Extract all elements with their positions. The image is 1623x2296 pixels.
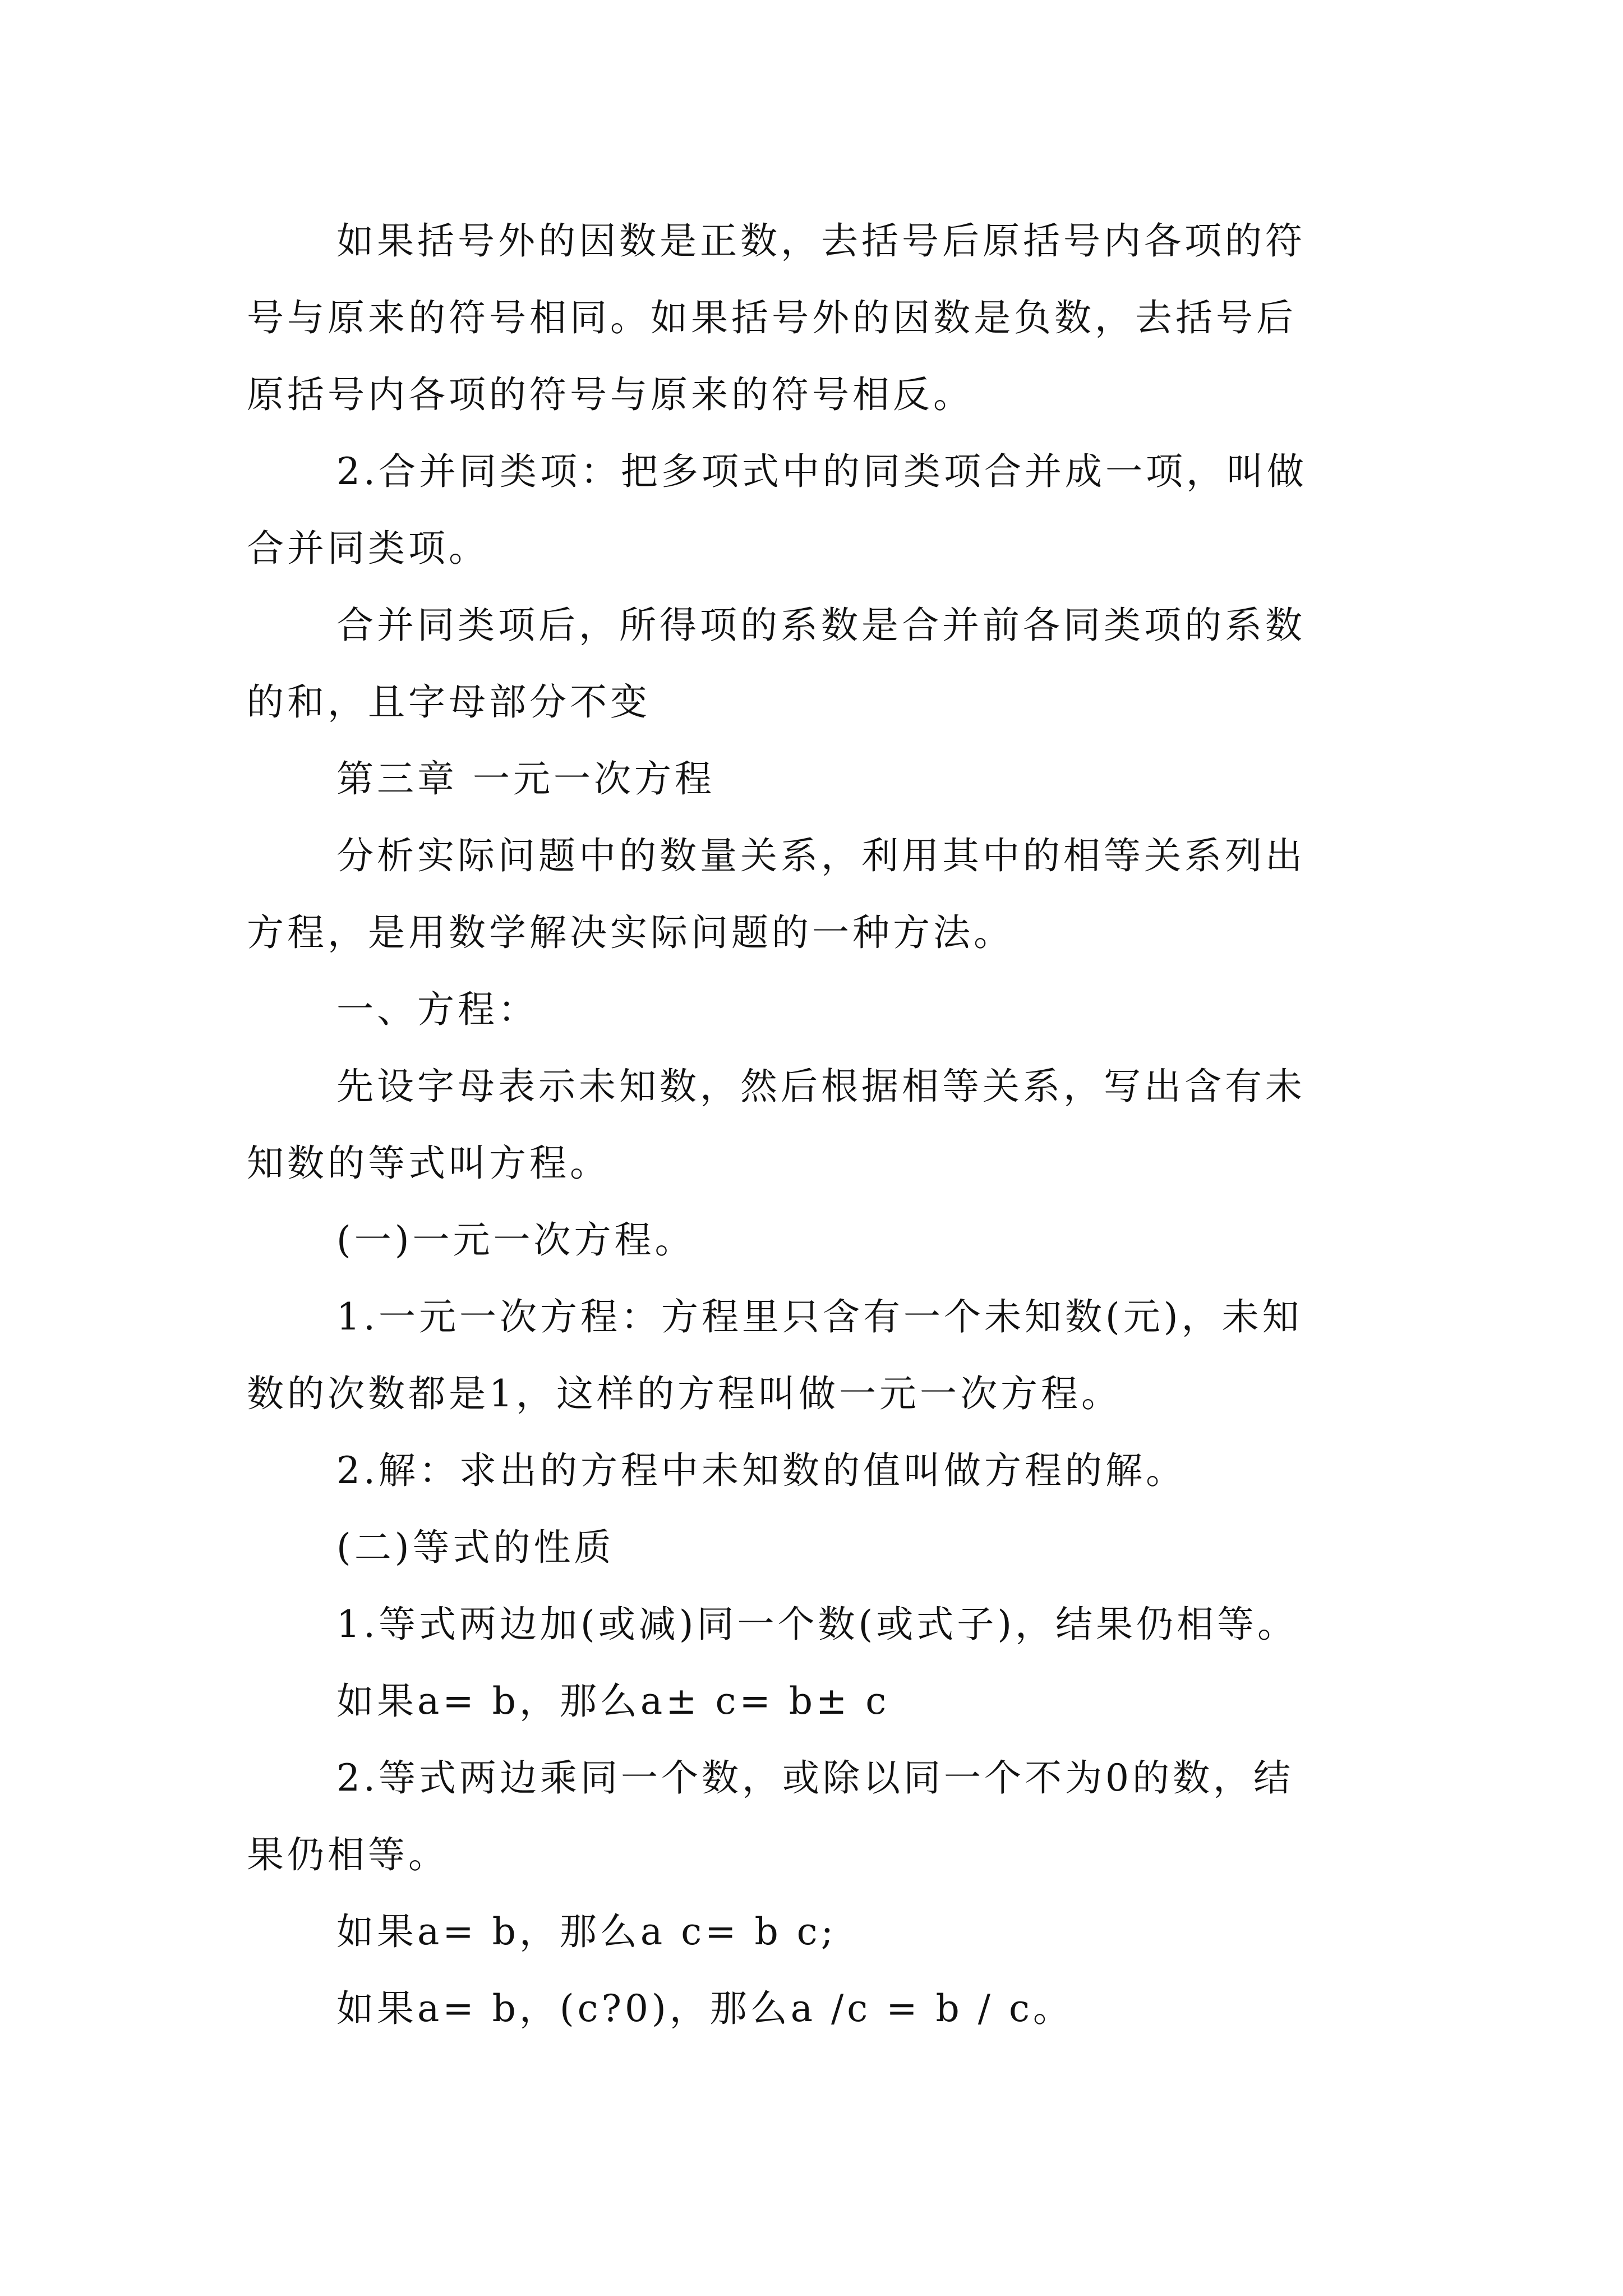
text-line: 1.一元一次方程：方程里只含有一个未知数(元)，未知: [336, 1295, 1303, 1338]
text-line: 合并同类项。: [247, 527, 489, 570]
text-line: 2.等式两边乘同一个数，或除以同一个不为0的数，结: [336, 1756, 1294, 1800]
text-line: 号与原来的符号相同。如果括号外的因数是负数，去括号后: [247, 296, 1297, 339]
text-line: 2.解：求出的方程中未知数的值叫做方程的解。: [336, 1449, 1186, 1492]
text-line: 的和，且字母部分不变: [247, 680, 651, 724]
formula-line: 如果a= b，(c?0)，那么a /c = b / c。: [336, 1987, 1073, 2030]
formula-line: 如果a= b，那么a± c= b± c: [336, 1680, 890, 1723]
text-line: 方程，是用数学解决实际问题的一种方法。: [247, 911, 1014, 954]
formula-line: 如果a= b，那么a c= b c;: [336, 1910, 837, 1953]
chapter-heading: 第三章 一元一次方程: [336, 757, 715, 800]
text-line: 2.合并同类项：把多项式中的同类项合并成一项，叫做: [336, 450, 1307, 493]
text-line: 1.等式两边加(或减)同一个数(或式子)，结果仍相等。: [336, 1603, 1298, 1646]
text-line: 数的次数都是1，这样的方程叫做一元一次方程。: [247, 1372, 1122, 1415]
subsection-heading: (一)一元一次方程。: [336, 1218, 695, 1262]
text-line: 知数的等式叫方程。: [247, 1142, 610, 1185]
subsection-heading: (二)等式的性质: [336, 1526, 615, 1569]
text-line: 如果括号外的因数是正数，去括号后原括号内各项的符: [336, 219, 1306, 263]
text-line: 先设字母表示未知数，然后根据相等关系，写出含有未: [336, 1065, 1306, 1108]
text-line: 合并同类项后，所得项的系数是合并前各同类项的系数: [336, 604, 1306, 647]
section-heading: 一、方程：: [336, 988, 538, 1031]
text-line: 分析实际问题中的数量关系，利用其中的相等关系列出: [336, 834, 1306, 877]
text-line: 果仍相等。: [247, 1833, 449, 1876]
text-line: 原括号内各项的符号与原来的符号相反。: [247, 373, 974, 416]
